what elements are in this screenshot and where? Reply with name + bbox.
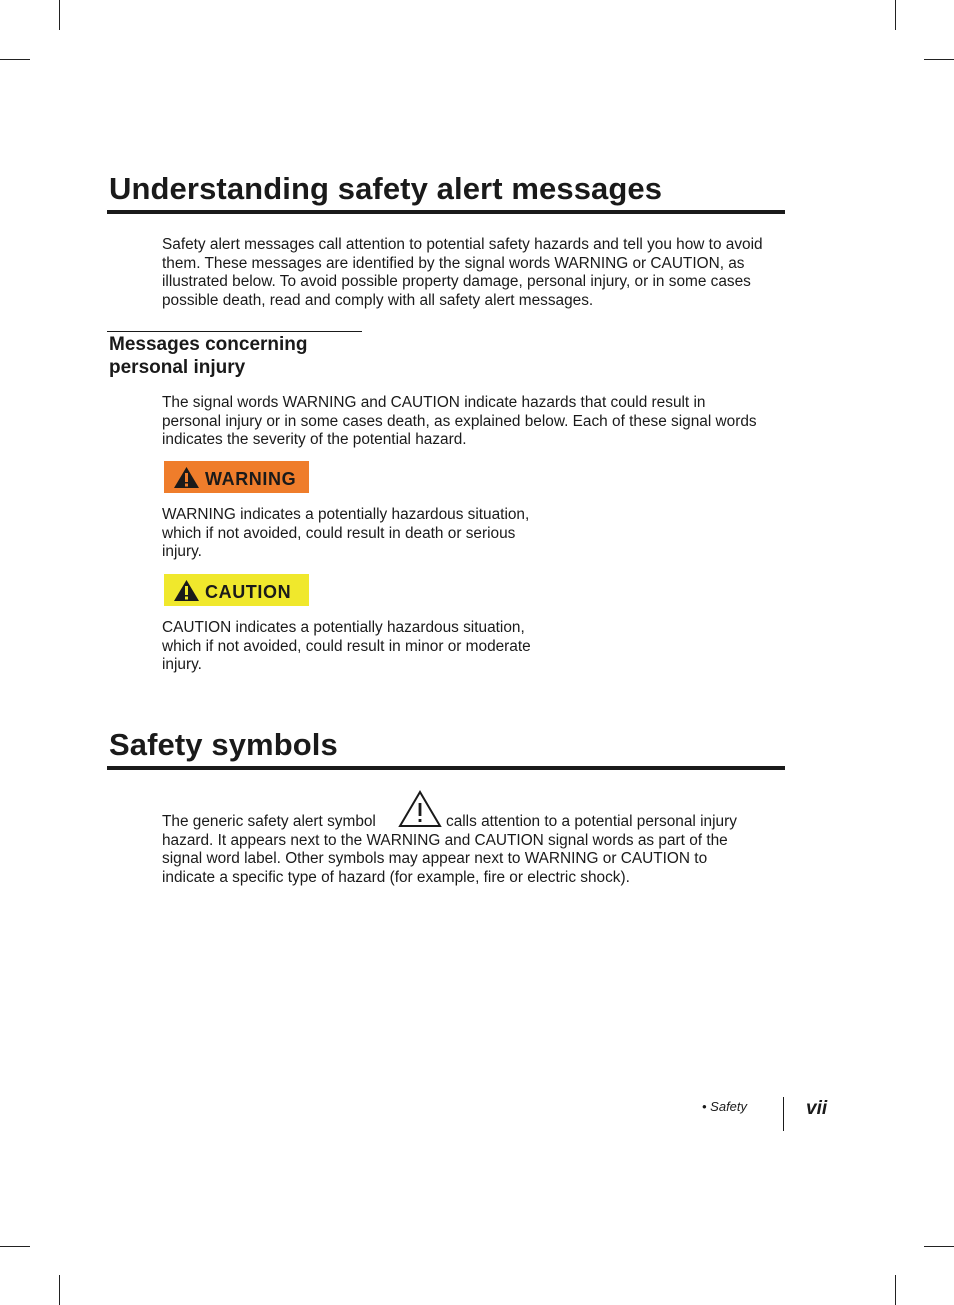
- footer-divider: [783, 1097, 784, 1131]
- section-intro: Safety alert messages call attention to potential safety hazards and tell you how to avoid them. These messages are identified by the signal words WARNING or CAUTION, as illustrated below. To avoid possible property damage, personal injury, or in some cases possible death, read and comply with all safety alert messages.: [162, 236, 763, 310]
- subsection-intro: The signal words WARNING and CAUTION indicate hazards that could result in personal injury or in some cases death, as explained below. Each of these signal words indicates the severity of the potential hazard.: [162, 394, 757, 449]
- warning-signal-label: [164, 461, 309, 493]
- symbols-text: [162, 813, 762, 888]
- crop-mark: [924, 59, 954, 60]
- subsection-title: Messages concerning personal injury: [109, 334, 308, 378]
- crop-mark: [59, 1275, 60, 1305]
- crop-mark: [895, 1275, 896, 1305]
- caution-description: CAUTION indicates a potentially hazardous situation, which if not avoided, could result in minor or moderate injury.: [162, 619, 531, 674]
- exclamation-triangle-icon: [173, 579, 200, 602]
- exclamation-triangle-icon: [173, 466, 200, 489]
- crop-mark: [0, 1246, 30, 1247]
- crop-mark: [0, 59, 30, 60]
- crop-mark: [59, 0, 60, 30]
- section-title: Understanding safety alert messages: [109, 171, 663, 206]
- section-title-rule: [107, 766, 785, 770]
- footer-section-label: Safety: [710, 1099, 748, 1114]
- section-title-rule: [107, 210, 785, 214]
- caution-signal-label: [164, 574, 309, 606]
- warning-description: WARNING indicates a potentially hazardous situation, which if not avoided, could result in death or serious injury.: [162, 506, 530, 561]
- subsection-rule: [107, 331, 362, 332]
- footer-section-name: • Safety: [702, 1099, 748, 1114]
- warning-signal-word: WARNING: [205, 468, 297, 489]
- caution-signal-word: CAUTION: [205, 581, 292, 602]
- symbols-text-continued: calls attention to a potential personal injury hazard. It appears next to the WARNING and CAUTION signal words as part of the signal word label. Other symbols may appear next to WARNING or CAUTION to indicate a specific type of hazard (for example, fire or electric shock).: [162, 813, 737, 887]
- crop-mark: [924, 1246, 954, 1247]
- section-title: Safety symbols: [109, 727, 338, 762]
- symbols-text-start: The generic safety alert symbol: [162, 813, 376, 830]
- crop-mark: [895, 0, 896, 30]
- page-number: vii: [806, 1098, 828, 1119]
